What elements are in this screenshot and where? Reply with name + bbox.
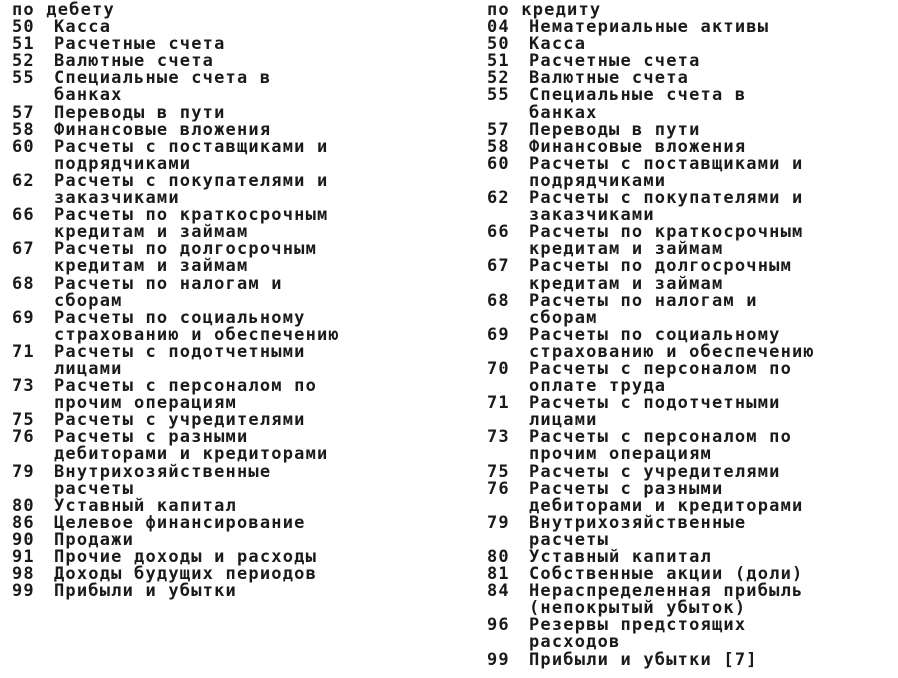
account-code: 52 [487, 68, 510, 89]
credit-account-entry [487, 478, 895, 516]
account-code: 76 [12, 427, 35, 448]
account-name: кредитам и займам [529, 273, 724, 294]
account-name: оплате труда [529, 376, 667, 397]
account-code: 55 [487, 85, 510, 106]
account-code: 80 [12, 495, 35, 516]
account-name: Расчеты с персоналом по [529, 358, 793, 379]
account-code: 62 [487, 188, 510, 209]
account-name: Уставный капитал [529, 547, 712, 567]
account-name: Расчеты по налогам и [529, 290, 758, 311]
account-code: 86 [12, 512, 35, 533]
credit-account-entry [487, 324, 895, 362]
credit-account-entry [487, 224, 895, 258]
account-name: Целевое финансирование [54, 512, 306, 533]
account-code: 99 [12, 581, 35, 602]
account-name: Расчеты с персоналом по [54, 376, 318, 397]
account-name: Уставный капитал [54, 495, 237, 516]
account-code: 70 [487, 358, 510, 379]
account-name: заказчиками [54, 188, 180, 209]
account-name: Продажи [54, 529, 135, 550]
account-name: Расчеты с персоналом по [529, 427, 793, 448]
account-name: Собственные акции (доли) [529, 564, 804, 585]
credit-account-entry [487, 153, 895, 191]
account-name: Прибыли и убытки [54, 581, 237, 602]
account-code: 66 [12, 205, 35, 226]
credit-header: по кредиту [487, 0, 602, 20]
account-code: 69 [12, 307, 35, 328]
account-name: лицами [54, 358, 123, 379]
account-name: Валютные счета [54, 51, 215, 72]
account-name: сборам [529, 307, 598, 328]
credit-account-list [487, 19, 895, 669]
account-code: 50 [12, 17, 35, 38]
account-name: Валютные счета [529, 68, 690, 89]
account-name: Нематериальные активы [529, 17, 770, 38]
account-code: 75 [487, 461, 510, 482]
credit-account-entry [487, 87, 895, 121]
account-code: 52 [12, 51, 35, 72]
account-name: Внутрихозяйственные [529, 512, 747, 533]
account-name: банках [529, 102, 598, 123]
debit-account-entry [12, 273, 452, 311]
account-name: кредитам и займам [54, 256, 249, 277]
account-name: страхованию и обеспечению [529, 341, 815, 362]
account-name: Касса [529, 34, 587, 55]
account-line [12, 583, 452, 600]
account-code: 68 [487, 290, 510, 311]
account-code: 60 [12, 136, 35, 157]
account-name: расчеты [54, 478, 135, 499]
account-name: Расчеты с учредителями [529, 461, 781, 482]
account-code: 84 [487, 581, 510, 602]
account-name: Резервы предстоящих [529, 615, 747, 636]
account-code: 58 [12, 119, 35, 140]
account-name: подрядчиками [54, 153, 192, 174]
account-code: 62 [12, 170, 35, 191]
account-name: расчеты [529, 529, 610, 550]
account-name: Нераспределенная прибыль [529, 581, 804, 602]
account-name: подрядчиками [529, 170, 667, 191]
account-code: 71 [12, 341, 35, 362]
account-name: Специальные счета в [54, 68, 272, 89]
account-code: 57 [487, 119, 510, 140]
debit-account-entry [12, 307, 452, 345]
credit-account-entry [487, 395, 895, 429]
account-name: Расчеты с разными [54, 427, 249, 448]
account-name: сборам [54, 290, 123, 311]
account-name: Расчеты с учредителями [54, 410, 306, 431]
account-name: банках [54, 85, 123, 106]
account-code: 73 [12, 376, 35, 397]
debit-account-entry [12, 207, 452, 241]
debit-header: по дебету [12, 0, 115, 20]
account-name: дебиторами и кредиторами [54, 444, 329, 465]
account-name: Расчеты с поставщиками и [529, 153, 804, 174]
account-name: Расчеты по долгосрочным [54, 239, 318, 260]
account-name: Касса [54, 17, 112, 38]
account-code: 58 [487, 136, 510, 157]
account-name: Расчеты с покупателями и [529, 188, 804, 209]
account-name: Финансовые вложения [529, 136, 747, 157]
debit-account-entry [12, 136, 452, 174]
account-code: 57 [12, 102, 35, 123]
account-name: Расчеты по краткосрочным [54, 205, 329, 226]
account-name: Расчетные счета [54, 34, 226, 55]
account-name: лицами [529, 410, 598, 431]
credit-account-entry [487, 258, 895, 292]
account-name: расходов [529, 632, 621, 653]
account-name: Расчеты по краткосрочным [529, 222, 804, 243]
account-code: 67 [487, 256, 510, 277]
account-name: Финансовые вложения [54, 119, 272, 140]
credit-account-entry [487, 190, 895, 224]
account-name: Прибыли и убытки [7] [529, 649, 758, 670]
account-name: Прочие доходы и расходы [54, 547, 318, 567]
account-code: 04 [487, 17, 510, 38]
credit-account-entry [487, 290, 895, 328]
account-name: Расчеты с поставщиками и [54, 136, 329, 157]
credit-account-entry [487, 617, 895, 651]
account-code: 67 [12, 239, 35, 260]
account-code: 76 [487, 478, 510, 499]
account-code: 71 [487, 393, 510, 414]
account-code: 68 [12, 273, 35, 294]
account-name: Расчеты с покупателями и [54, 170, 329, 191]
account-code: 51 [12, 34, 35, 55]
account-name: Расчеты с подотчетными [529, 393, 781, 414]
credit-account-entry [487, 429, 895, 463]
account-name: Расчеты с разными [529, 478, 724, 499]
credit-account-entry [487, 649, 895, 670]
account-name: Специальные счета в [529, 85, 747, 106]
debit-account-list [12, 19, 452, 600]
account-name: прочим операциям [529, 444, 712, 465]
credit-column [487, 2, 895, 669]
account-code: 80 [487, 547, 510, 567]
credit-account-entry [487, 358, 895, 397]
account-name: страхованию и обеспечению [54, 324, 340, 345]
account-name: кредитам и займам [54, 222, 249, 243]
debit-account-entry [12, 70, 452, 104]
account-name: Расчеты по долгосрочным [529, 256, 793, 277]
debit-account-entry [12, 461, 452, 499]
debit-column [12, 2, 452, 600]
account-code: 50 [487, 34, 510, 55]
account-code: 66 [487, 222, 510, 243]
account-code: 69 [487, 324, 510, 345]
account-name: Расчеты с подотчетными [54, 341, 306, 362]
account-name: Переводы в пути [529, 119, 701, 140]
debit-account-entry [12, 341, 452, 379]
account-code: 91 [12, 547, 35, 567]
account-name: Переводы в пути [54, 102, 226, 123]
account-name: Расчеты по социальному [529, 324, 781, 345]
credit-account-entry [487, 583, 895, 617]
account-name: прочим операциям [54, 393, 237, 414]
account-code: 99 [487, 649, 510, 670]
debit-account-entry [12, 241, 452, 275]
account-code: 51 [487, 51, 510, 72]
account-code: 79 [12, 461, 35, 482]
account-name: Расчеты по социальному [54, 307, 306, 328]
account-name: Внутрихозяйственные [54, 461, 272, 482]
account-code: 73 [487, 427, 510, 448]
account-name: Расчетные счета [529, 51, 701, 72]
debit-account-entry [12, 583, 452, 600]
debit-account-entry [12, 170, 452, 209]
debit-account-entry [12, 378, 452, 412]
account-code: 96 [487, 615, 510, 636]
account-name: заказчиками [529, 205, 655, 226]
account-code: 75 [12, 410, 35, 431]
account-name: (непокрытый убыток) [529, 598, 747, 619]
account-code: 79 [487, 512, 510, 533]
account-line [487, 649, 895, 670]
account-name: кредитам и займам [529, 239, 724, 260]
account-code: 60 [487, 153, 510, 174]
account-name: Доходы будущих периодов [54, 564, 318, 585]
account-code: 55 [12, 68, 35, 89]
credit-account-entry [487, 512, 895, 550]
account-code: 98 [12, 564, 35, 585]
account-name: дебиторами и кредиторами [529, 495, 804, 516]
account-code: 90 [12, 529, 35, 550]
account-code: 81 [487, 564, 510, 585]
debit-account-entry [12, 429, 452, 463]
account-name: Расчеты по налогам и [54, 273, 283, 294]
